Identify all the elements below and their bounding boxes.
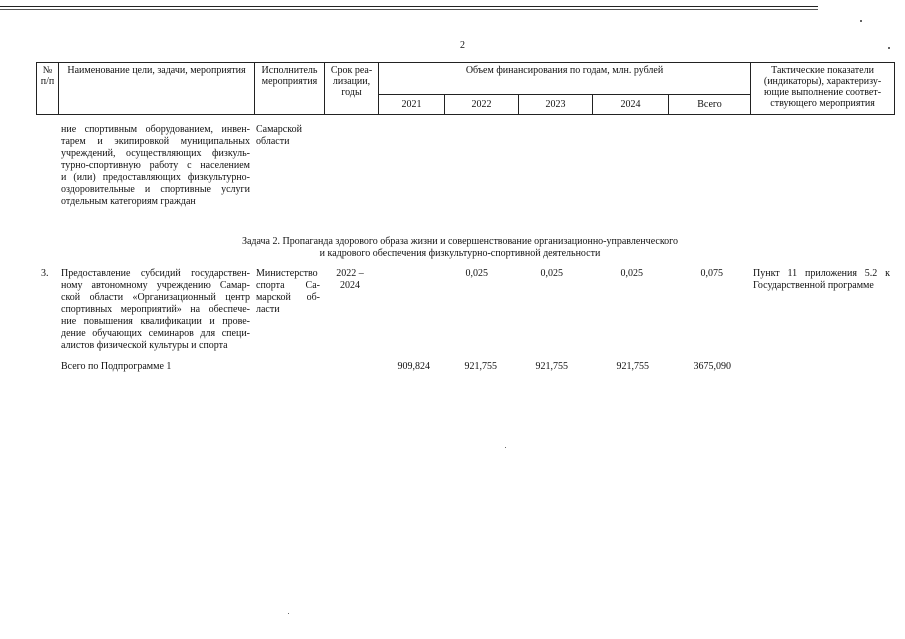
row3-name: Предоставление субсидий государствен- ному автономному учреждению Самар- ской области «Организационный центр спортивных мероприятий» на обеспече- ние повышения квалификации и прове- дение обучающих семинаров для специ- алистов физической культуры и спорта (61, 268, 250, 351)
row3-value-total: 0,075 (700, 268, 723, 279)
header-year-2024: 2024 (593, 95, 669, 115)
row3-term: 2022 – 2024 (336, 268, 364, 291)
top-border-line (0, 6, 818, 7)
header-executor: Исполнитель мероприятия (255, 63, 325, 115)
total-value-2023: 921,755 (535, 361, 568, 372)
row3-value-2022: 0,025 (465, 268, 488, 279)
cont-row-name: ние спортивным оборудованием, инвен- тарем и экипировкой муниципальных учреждений, осуществляющих физкуль- турно-спортивную работу с населением и (или) предоставляющих физкультурно- оздоровительные и спортивные услуги отдельным категориям граждан (61, 124, 250, 207)
row3-no: 3. (41, 268, 49, 279)
header-name: Наименование цели, задачи, мероприятия (59, 63, 255, 115)
cont-row-executor: Самарской области (256, 124, 302, 147)
total-row-label: Всего по Подпрограмме 1 (61, 361, 172, 372)
top-border-line-secondary (0, 9, 818, 10)
scan-speck (860, 20, 862, 22)
header-year-total: Всего (669, 95, 751, 115)
header-year-2021: 2021 (379, 95, 445, 115)
header-funding: Объем финансирования по годам, млн. рублей (379, 63, 751, 95)
header-year-2023: 2023 (519, 95, 593, 115)
header-no: № п/п (37, 63, 59, 115)
scan-speck (888, 47, 890, 49)
header-term: Срок реа-лизации, годы (325, 63, 379, 115)
header-year-2022: 2022 (445, 95, 519, 115)
row3-value-2023: 0,025 (540, 268, 563, 279)
row3-value-2024: 0,025 (620, 268, 643, 279)
task2-heading: Задача 2. Пропаганда здорового образа жизни и совершенствование организационно-управленческого и кадрового обеспечения физкультурно-спортивной деятельности (241, 236, 679, 259)
row3-indicator: Пункт 11 приложения 5.2 к Государственной программе (753, 268, 890, 291)
scan-speck (505, 447, 506, 448)
page-number: 2 (460, 40, 465, 51)
scan-speck (288, 613, 289, 614)
row3-executor: Министерство спорта Са- марской об- ласти (256, 268, 320, 315)
total-value-2021: 909,824 (397, 361, 430, 372)
total-value-2022: 921,755 (464, 361, 497, 372)
table-header (36, 62, 895, 115)
total-value-2024: 921,755 (616, 361, 649, 372)
header-indicators: Тактические показатели (индикаторы), характеризу-ющие выполнение соответ-ствующего мероприятия (751, 63, 895, 115)
total-value-total: 3675,090 (693, 361, 731, 372)
